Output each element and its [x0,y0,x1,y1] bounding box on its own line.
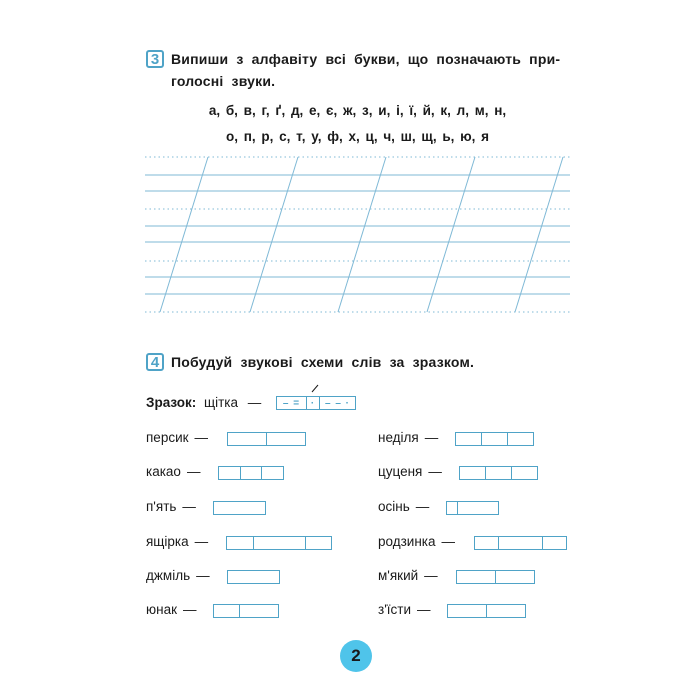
word-label: юнак — [146,602,197,617]
sample-dash: — [247,395,262,410]
sound-scheme-box[interactable] [227,570,280,584]
word-label: неділя — [378,430,439,445]
sound-scheme-box[interactable] [456,570,535,584]
word-label: джміль — [146,568,210,583]
word-label: ящірка — [146,534,209,549]
sound-scheme-box[interactable] [213,501,266,515]
sound-scheme-box[interactable] [227,432,306,446]
sound-scheme-box[interactable] [213,604,279,618]
sound-scheme-box[interactable] [218,466,284,480]
sound-scheme-box[interactable] [474,536,567,550]
word-label: родзинка — [378,534,455,549]
alphabet-row-1: а, б, в, г, ґ, д, е, є, ж, з, и, і, ї, й, к, л, м, н, [208,103,507,118]
sample-label: Зразок: [146,395,197,410]
task-4-instruction: Побудуй звукові схеми слів за зразком. [171,354,475,370]
sample-row [146,395,261,410]
task-3-instruction-line-1: Випиши з алфавіту всі букви, що позначають при- [171,51,561,67]
sound-scheme-box[interactable] [455,432,534,446]
word-label: какао — [146,464,201,479]
sample-scheme-segment-1: – = [277,397,307,409]
word-label: з'їсти — [378,602,431,617]
word-label: м'який — [378,568,438,583]
word-label: осінь — [378,499,430,514]
sample-word: щітка [204,395,239,410]
sound-scheme-box[interactable] [459,466,538,480]
stress-mark [312,385,318,392]
sample-sound-scheme [276,396,356,410]
word-label: цуценя — [378,464,442,479]
task-3-instruction-line-2: голосні звуки. [171,73,276,89]
slant-lines [160,157,563,312]
sound-scheme-box[interactable] [447,604,526,618]
task-3-number: 3 [146,50,164,68]
page-number-badge: 2 [340,640,372,672]
sample-scheme-segment-2: · [310,397,316,409]
task-4-number: 4 [146,353,164,371]
sound-scheme-box[interactable] [226,536,332,550]
sample-scheme-segment-3: – – · [319,397,355,409]
word-label: п'ять — [146,499,196,514]
sound-scheme-box[interactable] [446,501,499,515]
word-label: персик — [146,430,209,445]
ruled-lines [145,157,570,312]
alphabet-row-2: о, п, р, с, т, у, ф, х, ц, ч, ш, щ, ь, ю, я [225,129,490,144]
